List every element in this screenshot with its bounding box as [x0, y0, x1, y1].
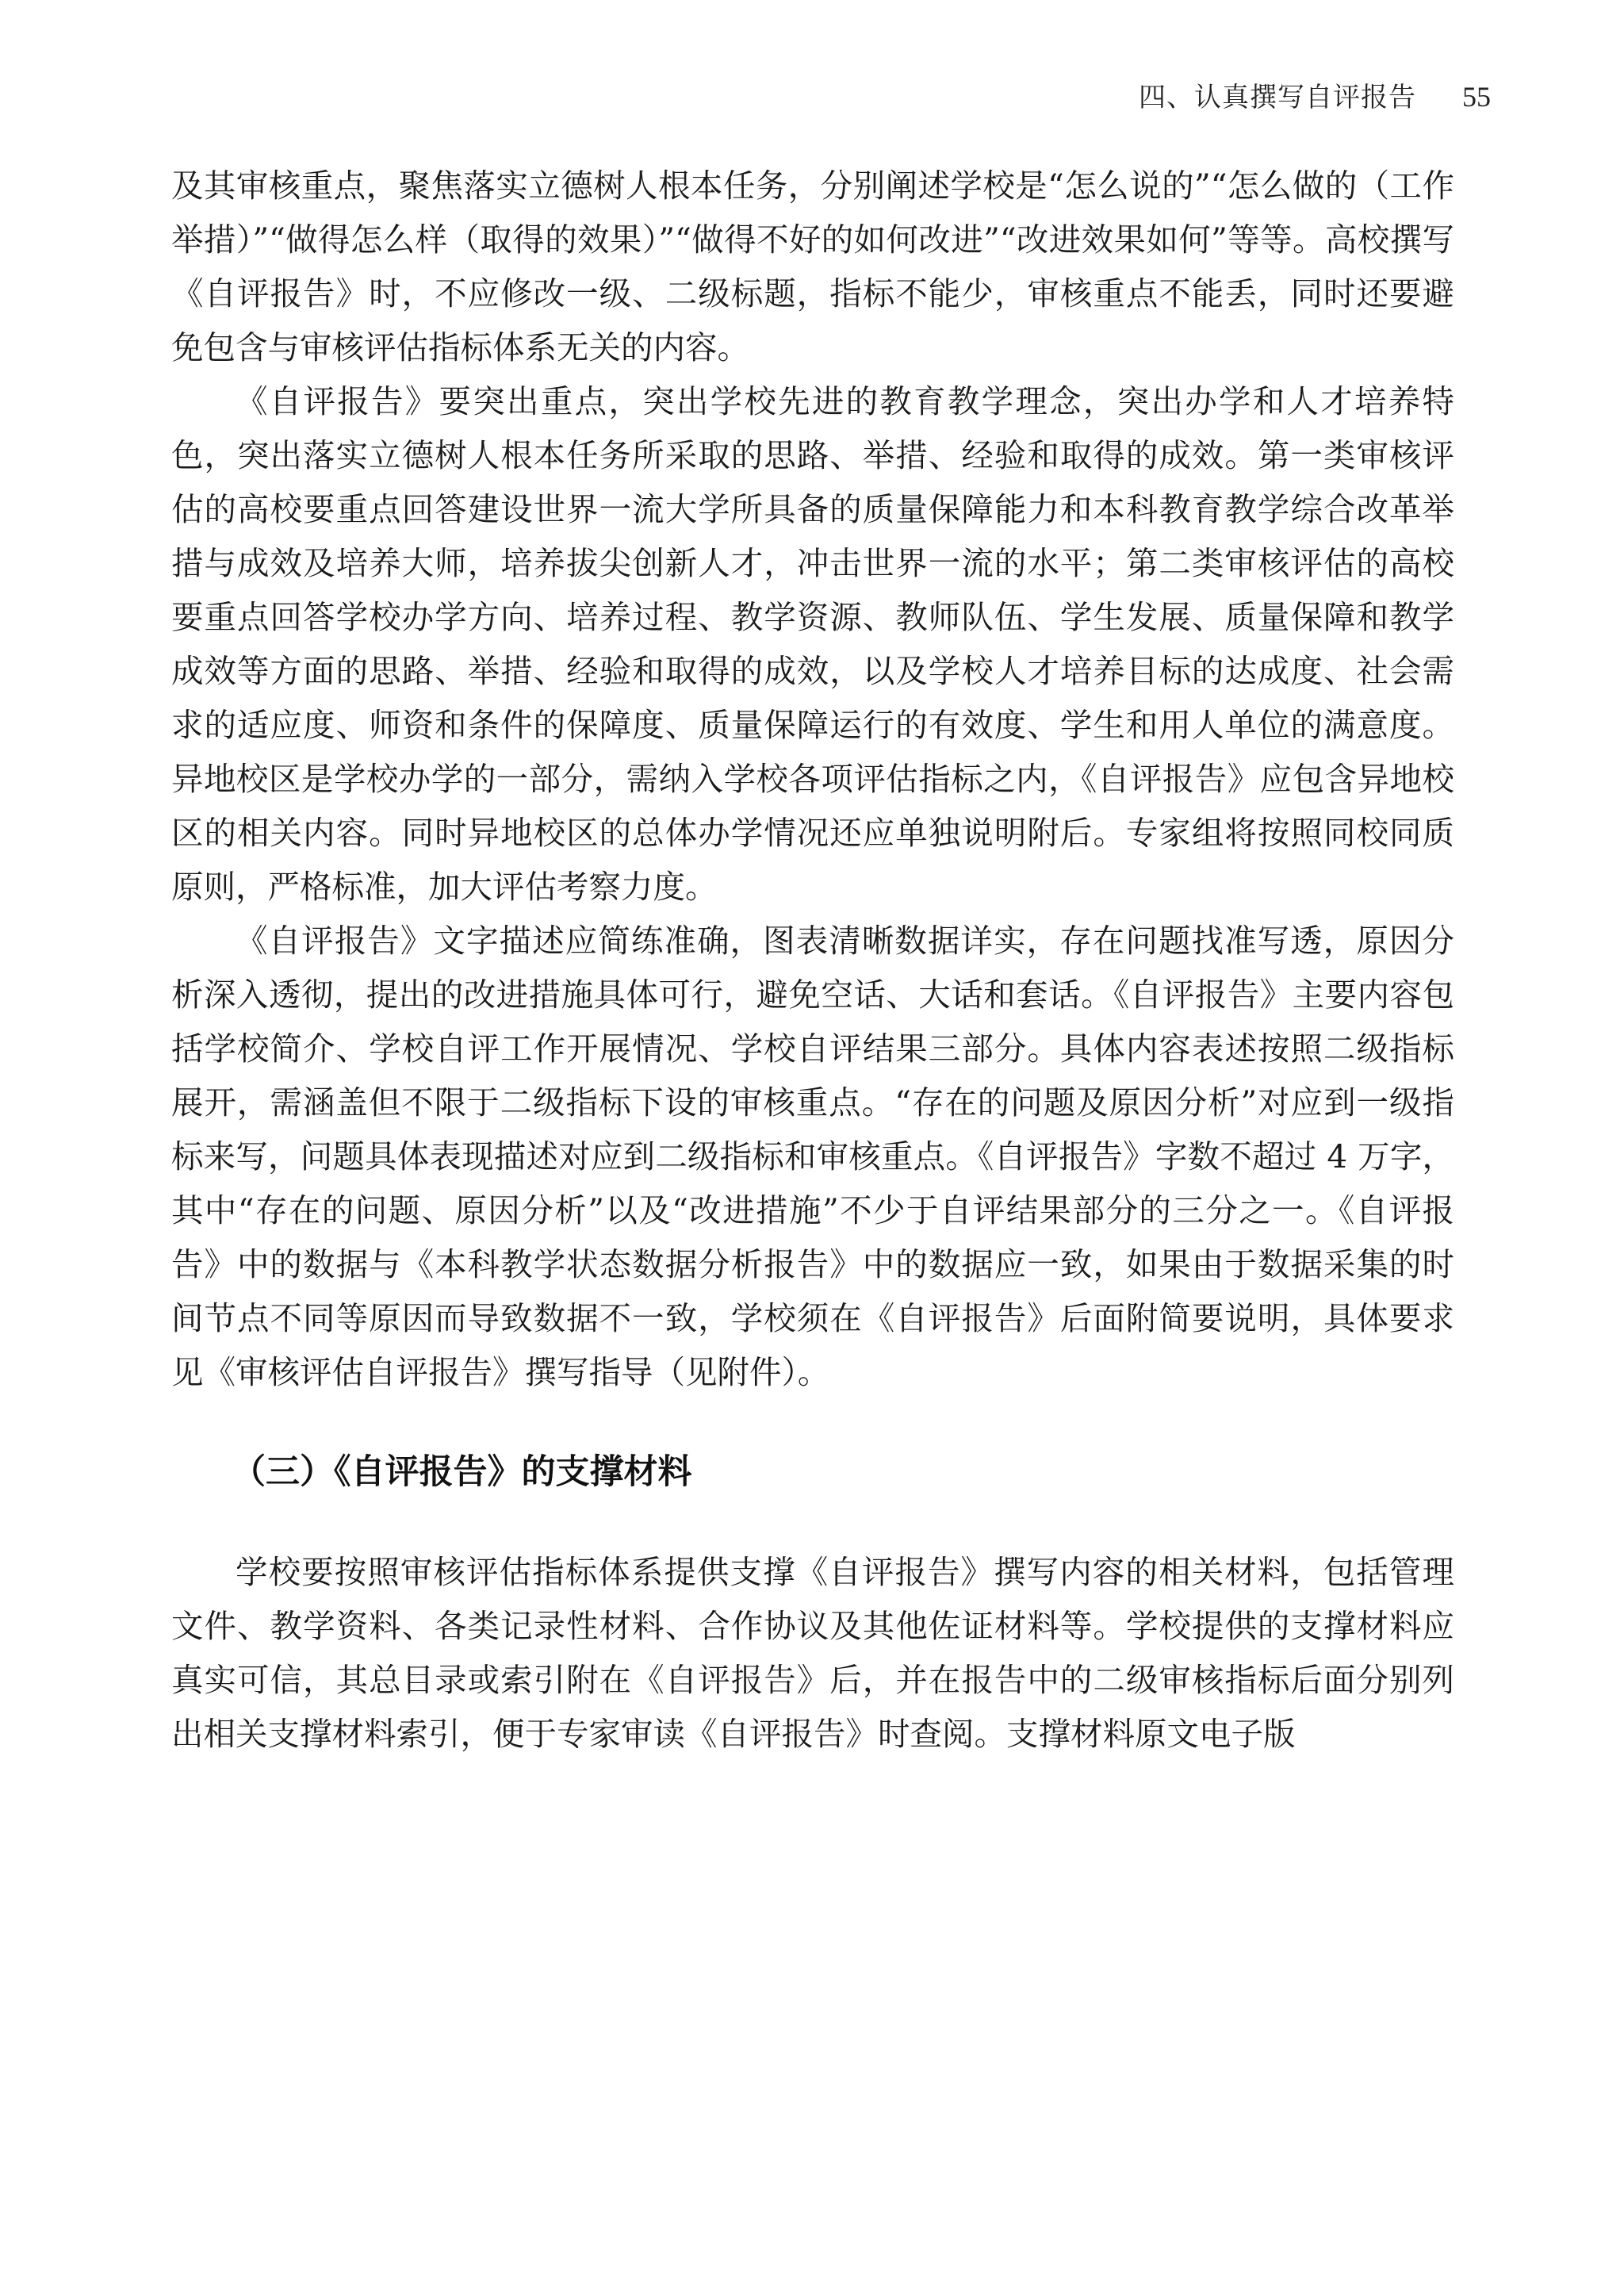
paragraph-focus: 《自评报告》要突出重点，突出学校先进的教育教学理念，突出办学和人才培养特色，突出落实立德树人根本任务所采取的思路、举措、经验和取得的成效。第一类审核评估的高校要重点回答建设世界一流大学所具备的质量保障能力和本科教育教学综合改革举措与成效及培养大师，培养拔尖创新人才，冲击世界一流的水平；第二类审核评估的高校要重点回答学校办学方向、培养过程、教学资源、教师队伍、学生发展、质量保障和教学成效等方面的思路、举措、经验和取得的成效，以及学校人才培养目标的达成度、社会需求的适应度、师资和条件的保障度、质量保障运行的有效度、学生和用人单位的满意度。异地校区是学校办学的一部分，需纳入学校各项评估指标之内，《自评报告》应包含异地校区的相关内容。同时异地校区的总体办学情况还应单独说明附后。专家组将按照同校同质原则，严格标准，加大评估考察力度。: [171, 382, 1454, 906]
chapter-title: 四、认真撰写自评报告: [1139, 82, 1416, 113]
running-header: [1139, 75, 1491, 114]
section-heading: （三）《自评报告》的支撑材料: [232, 1452, 692, 1492]
body-text: [171, 159, 1454, 1761]
paragraph-continued: 及其审核重点，聚焦落实立德树人根本任务，分别阐述学校是“怎么说的”“怎么做的（工作举措）”“做得怎么样（取得的效果）”“做得不好的如何改进”“改进效果如何”等等。高校撰写《自评报告》时，不应修改一级、二级标题，指标不能少，审核重点不能丢，同时还要避免包含与审核评估指标体系无关的内容。: [171, 167, 1454, 366]
page-number: 55: [1462, 81, 1491, 113]
paragraph-writing-requirements: 《自评报告》文字描述应简练准确，图表清晰数据详实，存在问题找准写透，原因分析深入透彻，提出的改进措施具体可行，避免空话、大话和套话。《自评报告》主要内容包括学校简介、学校自评工作开展情况、学校自评结果三部分。具体内容表述按照二级指标展开，需涵盖但不限于二级指标下设的审核重点。“存在的问题及原因分析”对应到一级指标来写，问题具体表现描述对应到二级指标和审核重点。《自评报告》字数不超过 4 万字，其中“存在的问题、原因分析”以及“改进措施”不少于自评结果部分的三分之一。《自评报告》中的数据与《本科教学状态数据分析报告》中的数据应一致，如果由于数据采集的时间节点不同等原因而导致数据不一致，学校须在《自评报告》后面附简要说明，具体要求见《审核评估自评报告》撰写指导（见附件）。: [171, 922, 1454, 1391]
paragraph-supporting-materials: 学校要按照审核评估指标体系提供支撑《自评报告》撰写内容的相关材料，包括管理文件、教学资料、各类记录性材料、合作协议及其他佐证材料等。学校提供的支撑材料应真实可信，其总目录或索引附在《自评报告》后，并在报告中的二级审核指标后面分别列出相关支撑材料索引，便于专家审读《自评报告》时查阅。支撑材料原文电子版: [171, 1553, 1454, 1753]
